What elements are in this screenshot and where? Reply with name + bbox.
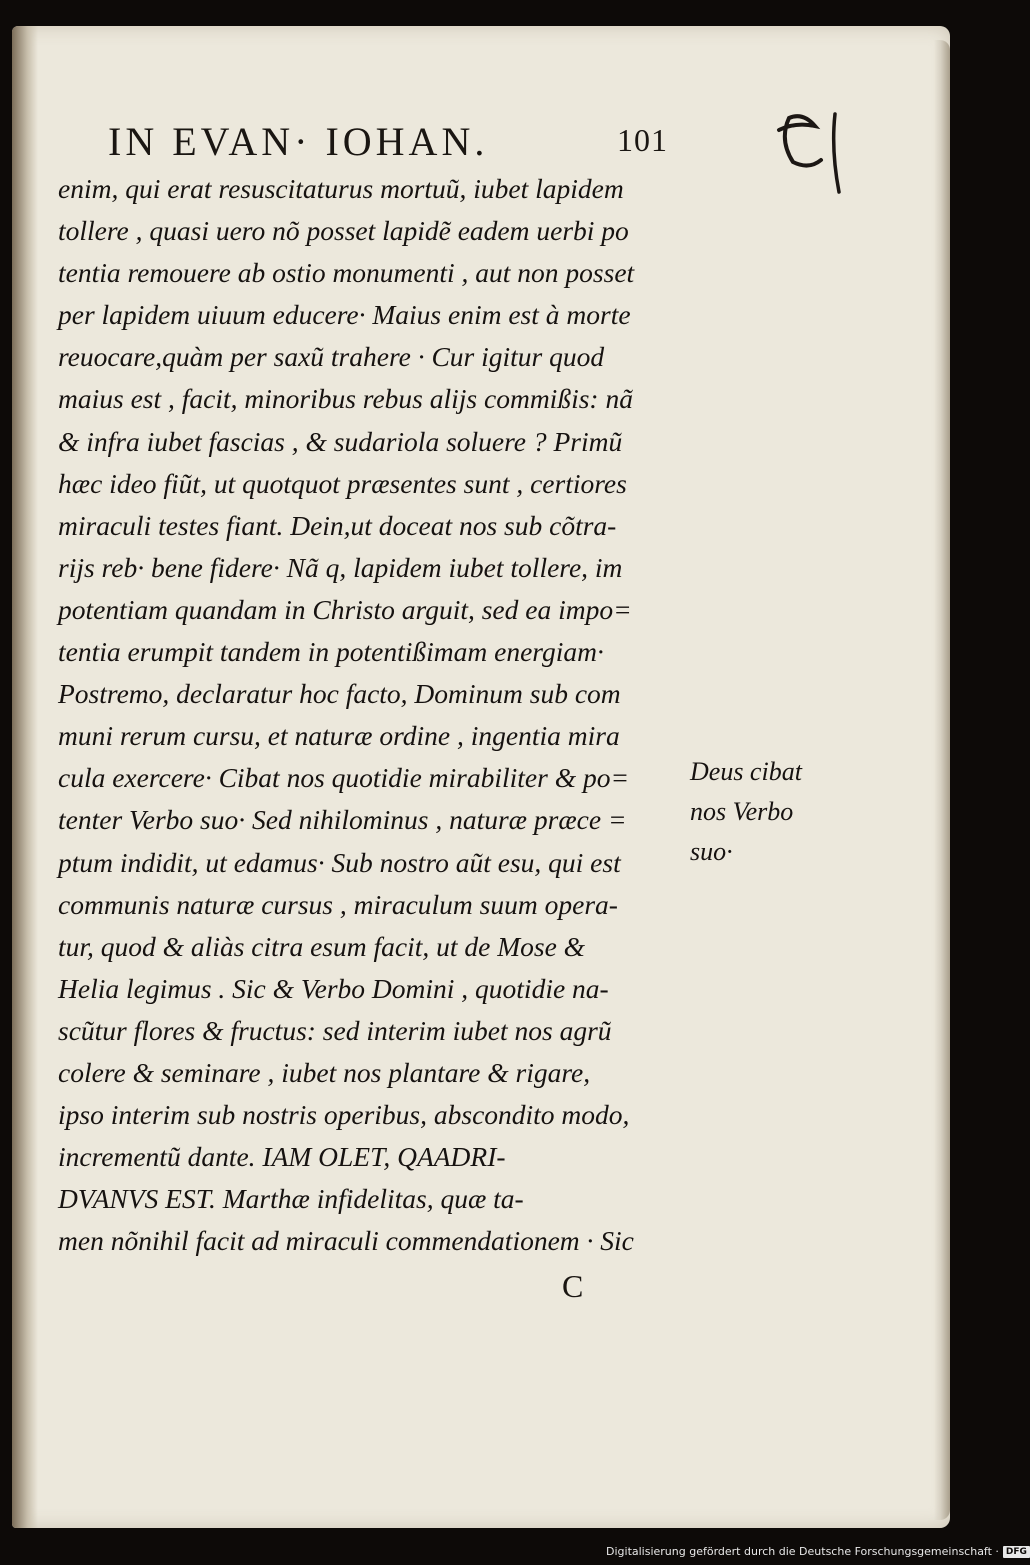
text-line: communis naturæ cursus , miraculum suum opera- — [58, 888, 618, 920]
text-line: Helia legimus . Sic & Verbo Domini , quotidie na- — [58, 972, 609, 1004]
text-line: tentia remouere ab ostio monumenti , aut non posset — [58, 257, 635, 289]
text-line: enim, qui erat resuscitaturus mortuũ, iubet lapidem — [58, 173, 624, 204]
page-gutter-shadow — [12, 26, 38, 1528]
running-title: IN EVAN· IOHAN. — [108, 119, 489, 164]
text-line: & infra iubet fascias , & sudariola soluere ? Primũ — [58, 425, 623, 457]
text-line: hæc ideo fiũt, ut quotquot præsentes sunt , certiores — [58, 467, 627, 499]
text-line: ipso interim sub nostris operibus, abscondito modo, — [58, 1099, 630, 1131]
text-line: Postremo, declaratur hoc facto, Dominum sub com — [58, 678, 621, 710]
page-number: 101 — [617, 122, 668, 158]
main-text-block — [58, 168, 698, 1262]
text-line: cula exercere· Cibat nos quotidie mirabiliter & po= — [58, 762, 630, 794]
text-line: tenter Verbo suo· Sed nihilominus , naturæ præce = — [58, 804, 627, 836]
text-line: reuocare,quàm per saxũ trahere · Cur igitur quod — [58, 341, 605, 373]
marginal-note-line: suo· — [690, 837, 733, 866]
dfg-logo: DFG — [1003, 1546, 1030, 1558]
signature-mark: C — [562, 1268, 584, 1304]
text-line: DVANVS EST. Marthæ infidelitas, quæ ta- — [58, 1183, 524, 1215]
text-line: miraculi testes fiant. Dein,ut doceat nos sub cõtra- — [58, 509, 617, 541]
text-line: incrementũ dante. IAM OLET, QAADRI- — [58, 1141, 506, 1173]
text-line: ptum indidit, ut edamus· Sub nostro aũt esu, qui est — [58, 846, 621, 878]
marginal-note — [690, 752, 840, 872]
handwritten-annotation — [775, 100, 855, 195]
text-line: tur, quod & aliàs citra esum facit, ut de Mose & — [58, 930, 586, 962]
page-edge — [934, 40, 950, 1520]
text-line: men nõnihil facit ad miraculi commendationem · Sic — [58, 1225, 634, 1257]
marginal-note-line: nos Verbo — [690, 797, 794, 826]
credit-text: Digitalisierung gefördert durch die Deutsche Forschungsgemeinschaft · — [606, 1545, 999, 1558]
running-header — [108, 118, 668, 164]
text-line: per lapidem uiuum educere· Maius enim est à morte — [58, 299, 631, 331]
text-line: muni rerum cursu, et naturæ ordine , ingentia mira — [58, 720, 620, 752]
text-line: tentia erumpit tandem in potentißimam energiam· — [58, 636, 604, 668]
text-line: potentiam quandam in Christo arguit, sed ea impo= — [58, 593, 632, 625]
text-line: tollere , quasi uero nõ posset lapidẽ eadem uerbi po — [58, 215, 629, 247]
text-line: colere & seminare , iubet nos plantare & rigare, — [58, 1056, 591, 1088]
marginal-note-line: Deus cibat — [690, 757, 802, 786]
text-line: rijs reb· bene fidere· Nã q, lapidem iubet tollere, im — [58, 551, 623, 583]
text-line: scũtur flores & fructus: sed interim iubet nos agrũ — [58, 1014, 612, 1046]
digitization-credit — [606, 1544, 1030, 1560]
text-line: maius est , facit, minoribus rebus alijs commißis: nã — [58, 383, 633, 415]
